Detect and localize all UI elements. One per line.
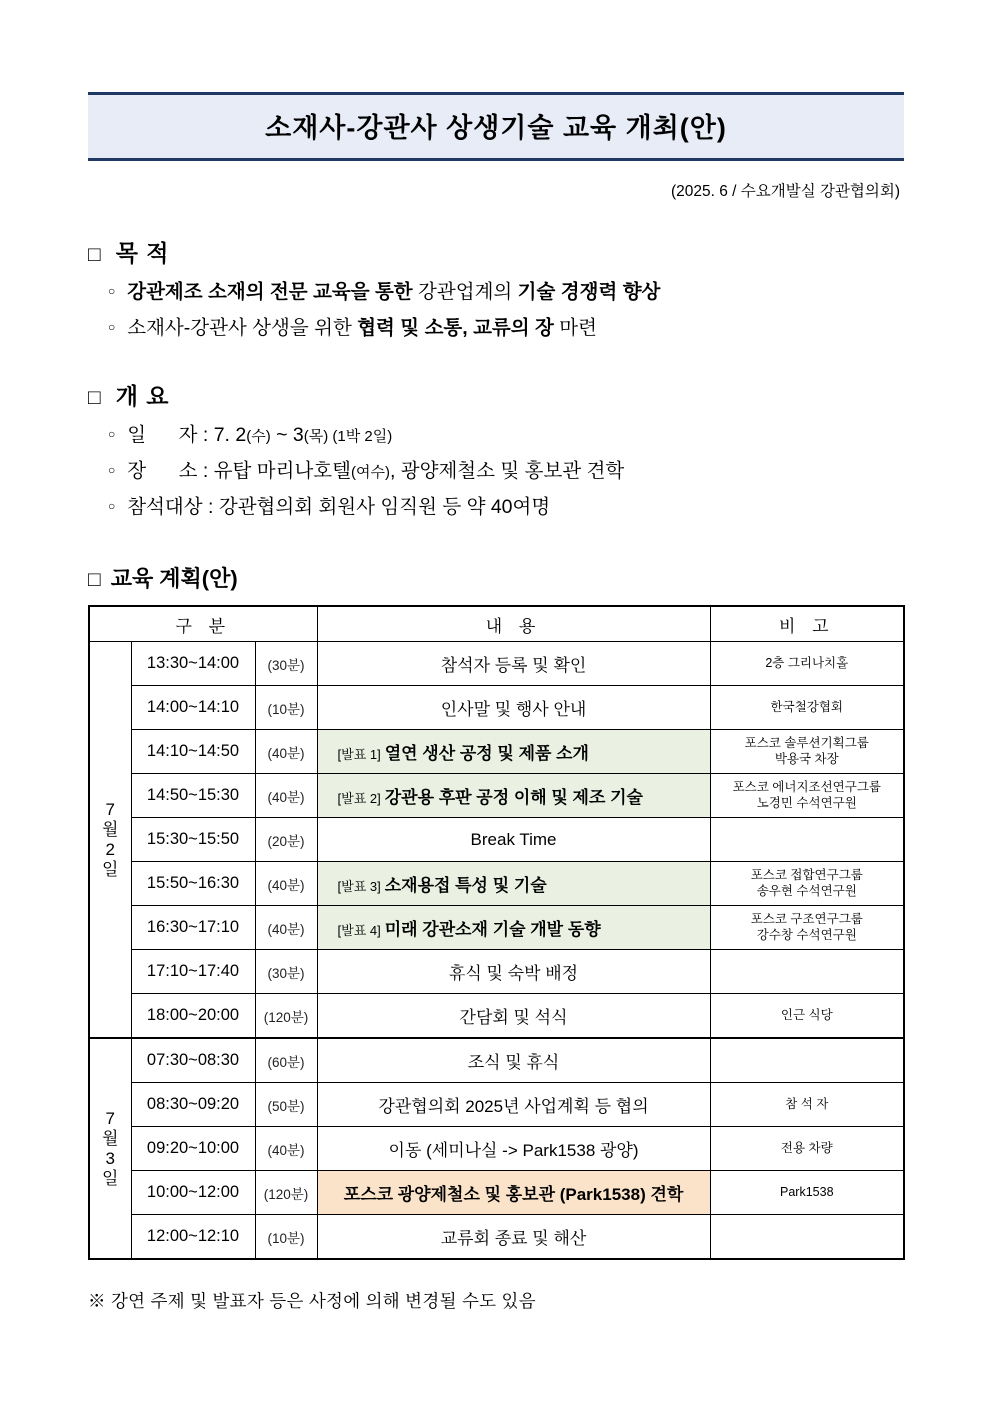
table-row [89, 818, 904, 862]
note-cell: Park1538 [710, 1171, 904, 1215]
time-cell: 14:10~14:50 [131, 730, 255, 774]
list-item [108, 457, 904, 486]
overview-date: 일 자 : 7. 2(수) ~ 3(목) (1박 2일) [127, 423, 393, 446]
table-row [89, 686, 904, 730]
circle-bullet-icon: ○ [108, 426, 116, 441]
section-overview-title: 개 요 [115, 382, 170, 409]
content-text: 인사말 및 행사 안내 [440, 700, 587, 720]
circle-bullet-icon: ○ [108, 462, 116, 477]
duration-cell: (120분) [255, 994, 317, 1039]
page-title: 소재사-강관사 상생기술 교육 개최(안) [265, 113, 727, 143]
duration-cell: (50분) [255, 1083, 317, 1127]
overview-place: 장 소 : 유탑 마리나호텔(여수), 광양제철소 및 홍보관 견학 [127, 459, 625, 482]
content-cell [317, 994, 710, 1039]
table-row [89, 1083, 904, 1127]
time-cell: 15:50~16:30 [131, 862, 255, 906]
table-row [89, 862, 904, 906]
square-bullet-icon: □ [88, 385, 102, 409]
note-cell: 2층 그리나치홀 [710, 642, 904, 686]
list-item [108, 493, 904, 522]
time-cell: 18:00~20:00 [131, 994, 255, 1039]
day-cell: 7 월 3 일 [89, 1038, 131, 1259]
table-row [89, 1127, 904, 1171]
note-cell: 포스코 접합연구그룹 송우현 수석연구원 [710, 862, 904, 906]
note-cell: 참 석 자 [710, 1083, 904, 1127]
section-purpose-title: 목 적 [115, 240, 170, 266]
duration-cell: (30분) [255, 950, 317, 994]
time-cell: 17:10~17:40 [131, 950, 255, 994]
note-cell [710, 818, 904, 862]
section-purpose-heading [88, 235, 904, 268]
content-text: Break Time [470, 829, 557, 849]
duration-cell: (10분) [255, 1215, 317, 1260]
content-cell [317, 906, 710, 950]
content-cell [317, 1127, 710, 1171]
section-purpose [88, 235, 904, 344]
list-item [108, 421, 904, 450]
content-cell [317, 1171, 710, 1215]
content-text: 강관용 후판 공정 이해 및 제조 기술 [384, 788, 643, 808]
note-cell: 인근 식당 [710, 994, 904, 1039]
content-text: 조식 및 휴식 [467, 1053, 560, 1073]
content-text: 강관협의회 2025년 사업계획 등 협의 [378, 1097, 649, 1117]
time-cell: 12:00~12:10 [131, 1215, 255, 1260]
day-cell: 7 월 2 일 [89, 642, 131, 1039]
content-cell [317, 1215, 710, 1260]
duration-cell: (20분) [255, 818, 317, 862]
time-cell: 10:00~12:00 [131, 1171, 255, 1215]
content-cell [317, 774, 710, 818]
table-row [89, 1215, 904, 1260]
column-header-content: 내 용 [317, 606, 710, 642]
purpose-item-1: 강관제조 소재의 전문 교육을 통한 강관업계의 기술 경쟁력 향상 [127, 281, 661, 303]
duration-cell: (60분) [255, 1038, 317, 1083]
schedule-table [88, 605, 905, 1260]
table-row [89, 1171, 904, 1215]
circle-bullet-icon: ○ [108, 284, 116, 298]
note-cell: 한국철강협회 [710, 686, 904, 730]
circle-bullet-icon: ○ [108, 320, 116, 335]
duration-cell: (40분) [255, 1127, 317, 1171]
section-purpose-list [88, 278, 904, 344]
table-row [89, 1038, 904, 1083]
table-header-row [89, 606, 904, 642]
duration-cell: (40분) [255, 730, 317, 774]
note-cell [710, 1038, 904, 1083]
content-text: 휴식 및 숙박 배정 [448, 964, 579, 984]
table-row [89, 730, 904, 774]
content-cell [317, 642, 710, 686]
note-cell: 포스코 솔루션기획그룹 박용국 차장 [710, 730, 904, 774]
table-row [89, 906, 904, 950]
content-text: 간담회 및 석식 [459, 1008, 568, 1028]
section-overview-list [88, 421, 904, 523]
list-item [108, 278, 904, 307]
note-cell [710, 1215, 904, 1260]
list-item [108, 314, 904, 343]
section-overview [88, 378, 904, 523]
table-row [89, 774, 904, 818]
document-title-box [88, 92, 904, 161]
content-cell [317, 1083, 710, 1127]
note-cell [710, 950, 904, 994]
duration-cell: (40분) [255, 774, 317, 818]
content-text: 이동 (세미나실 -> Park1538 광양) [388, 1141, 639, 1161]
content-cell [317, 730, 710, 774]
content-cell [317, 862, 710, 906]
time-cell: 14:00~14:10 [131, 686, 255, 730]
column-header-division: 구 분 [89, 606, 317, 642]
time-cell: 08:30~09:20 [131, 1083, 255, 1127]
square-bullet-icon: □ [88, 568, 101, 592]
content-text: 미래 강관소재 기술 개발 동향 [384, 920, 601, 940]
duration-cell: (120분) [255, 1171, 317, 1215]
content-cell [317, 950, 710, 994]
presentation-tag: [발표 2] [337, 791, 381, 807]
time-cell: 15:30~15:50 [131, 818, 255, 862]
duration-cell: (40분) [255, 906, 317, 950]
document-subtitle: (2025. 6 / 수요개발실 강관협의회) [671, 183, 900, 200]
content-text: 포스코 광양제철소 및 홍보관 (Park1538) 견학 [343, 1185, 684, 1205]
duration-cell: (30분) [255, 642, 317, 686]
duration-cell: (10분) [255, 686, 317, 730]
duration-cell: (40분) [255, 862, 317, 906]
content-text: 참석자 등록 및 확인 [440, 656, 587, 676]
overview-attendees: 참석대상 : 강관협의회 회원사 임직원 등 약 40여명 [127, 496, 551, 518]
table-row [89, 994, 904, 1039]
time-cell: 13:30~14:00 [131, 642, 255, 686]
time-cell: 09:20~10:00 [131, 1127, 255, 1171]
note-cell: 전용 차량 [710, 1127, 904, 1171]
presentation-tag: [발표 3] [337, 879, 381, 895]
time-cell: 14:50~15:30 [131, 774, 255, 818]
section-plan-heading [88, 562, 904, 593]
presentation-tag: [발표 4] [337, 923, 381, 939]
section-plan-title: 교육 계획(안) [110, 566, 238, 592]
purpose-item-2: 소재사-강관사 상생을 위한 협력 및 소통, 교류의 장 마련 [127, 317, 597, 340]
section-overview-heading [88, 378, 904, 411]
content-cell [317, 686, 710, 730]
content-cell [317, 818, 710, 862]
table-row [89, 950, 904, 994]
square-bullet-icon: □ [88, 243, 102, 266]
column-header-note: 비 고 [710, 606, 904, 642]
presentation-tag: [발표 1] [337, 747, 381, 763]
circle-bullet-icon: ○ [108, 499, 116, 513]
time-cell: 16:30~17:10 [131, 906, 255, 950]
time-cell: 07:30~08:30 [131, 1038, 255, 1083]
note-cell: 포스코 에너지조선연구그룹 노경민 수석연구원 [710, 774, 904, 818]
footnote: ※ 강연 주제 및 발표자 등은 사정에 의해 변경될 수도 있음 [88, 1291, 536, 1312]
content-text: 열연 생산 공정 및 제품 소개 [384, 744, 589, 764]
content-cell [317, 1038, 710, 1083]
table-row [89, 642, 904, 686]
content-text: 소재용접 특성 및 기술 [384, 876, 547, 896]
note-cell: 포스코 구조연구그룹 강수창 수석연구원 [710, 906, 904, 950]
content-text: 교류회 종료 및 해산 [440, 1229, 587, 1249]
